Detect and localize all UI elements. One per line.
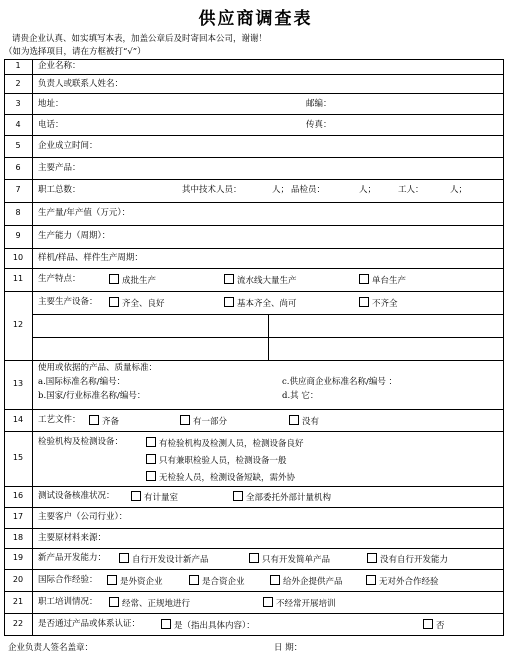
row-number: 12 [12, 320, 24, 329]
inspection-good-option[interactable] [146, 437, 304, 450]
checkbox[interactable] [109, 297, 119, 307]
row-number: 9 [15, 231, 21, 240]
docs-partial-option[interactable] [180, 415, 227, 428]
row-number: 11 [12, 274, 24, 283]
option-label: 无检验人员，检测设备短缺，需外协 [159, 473, 296, 483]
row-number: 17 [12, 512, 24, 521]
row-divider [4, 202, 504, 203]
inspection-parttime-option[interactable] [146, 454, 287, 467]
checkbox[interactable] [367, 553, 377, 563]
regular-training-option[interactable] [109, 597, 190, 610]
single-unit-option[interactable] [359, 274, 406, 287]
docs-complete-option[interactable] [89, 415, 119, 428]
checkbox[interactable] [270, 575, 280, 585]
checkbox[interactable] [366, 575, 376, 585]
option-label: 只有开发简单产品 [262, 555, 331, 565]
no-rd-option[interactable] [367, 553, 448, 566]
intl-cooperation-label: 国际合作经验： [38, 575, 98, 585]
option-label: 单台生产 [372, 276, 407, 286]
row-number: 3 [15, 99, 21, 108]
contact-name-label: 负责人或联系人姓名： [38, 79, 124, 89]
row-number: 8 [15, 208, 21, 217]
equipment-grid-line [268, 314, 269, 360]
checkbox[interactable] [89, 415, 99, 425]
checkbox[interactable] [146, 471, 156, 481]
tech-staff-label: 其中技术人员： [182, 185, 242, 195]
equipment-complete-option[interactable] [109, 297, 165, 310]
certification-label: 是否通过产品或体系认证： [38, 619, 141, 629]
checkbox[interactable] [224, 297, 234, 307]
option-label: 齐全、良好 [122, 299, 165, 309]
option-label: 有计量室 [144, 493, 179, 503]
equipment-basic-option[interactable] [224, 297, 297, 310]
checkbox[interactable] [289, 415, 299, 425]
row-divider [4, 431, 504, 432]
option-label: 全部委托外部计量机构 [246, 493, 332, 503]
row-number: 19 [12, 553, 24, 562]
option-label: 不经常开展培训 [276, 599, 336, 609]
checkbox[interactable] [146, 437, 156, 447]
postcode-label: 邮编： [306, 99, 332, 109]
option-label: 只有兼职检验人员，检测设备一般 [159, 456, 287, 466]
checkbox[interactable] [109, 274, 119, 284]
row-divider [4, 613, 504, 614]
capacity-label: 生产能力（周期）： [38, 231, 111, 241]
row-divider [4, 591, 504, 592]
checkbox[interactable] [249, 553, 259, 563]
option-label: 流水线大量生产 [237, 276, 297, 286]
row-divider [4, 409, 504, 410]
checkbox[interactable] [107, 575, 117, 585]
checkbox[interactable] [263, 597, 273, 607]
row-number: 7 [15, 185, 21, 194]
production-type-label: 生产特点： [38, 274, 81, 284]
row-number: 18 [12, 533, 24, 542]
certified-no-option[interactable] [423, 619, 445, 632]
row-divider [4, 486, 504, 487]
foreign-enterprise-option[interactable] [107, 575, 163, 588]
row-number: 14 [12, 415, 24, 424]
assembly-line-option[interactable] [224, 274, 297, 287]
checkbox[interactable] [189, 575, 199, 585]
checkbox[interactable] [146, 454, 156, 464]
checkbox[interactable] [233, 491, 243, 501]
own-design-option[interactable] [119, 553, 209, 566]
company-name-label: 企业名称： [38, 61, 81, 71]
checkbox[interactable] [224, 274, 234, 284]
row-number: 16 [12, 491, 24, 500]
standards-label: 使用或依据的产品、质量标准： [38, 363, 158, 373]
phone-label: 电话： [38, 120, 64, 130]
established-date-label: 企业成立时间： [38, 141, 98, 151]
row-number: 5 [15, 141, 21, 150]
main-customers-label: 主要客户（公司行业）： [38, 512, 128, 522]
form-title: 供应商调查表 [198, 9, 313, 29]
equipment-incomplete-option[interactable] [359, 297, 398, 310]
row-divider [4, 157, 504, 158]
signature-label: 企业负责人签名盖章： [8, 643, 94, 653]
row-divider [4, 93, 504, 94]
rd-ability-label: 新产品开发能力： [38, 553, 107, 563]
row-divider [4, 225, 504, 226]
number-column-divider [32, 59, 33, 636]
checkbox[interactable] [359, 274, 369, 284]
process-docs-label: 工艺文件： [38, 415, 81, 425]
row-number: 4 [15, 120, 21, 129]
worker-label: 工人： [398, 185, 424, 195]
address-label: 地址： [38, 99, 64, 109]
option-label: 成批生产 [122, 276, 157, 286]
option-label: 无对外合作经验 [379, 577, 439, 587]
row-number: 21 [12, 597, 24, 606]
row-number: 6 [15, 163, 21, 172]
instruction-note: （如为选择项目，请在方框被打“√”） [4, 47, 146, 57]
option-label: 不齐全 [372, 299, 398, 309]
intro-text: 请贵企业认真、如实填写本表，加盖公章后及时寄回本公司，谢谢！ [12, 34, 268, 44]
option-label: 基本齐全、尚可 [237, 299, 297, 309]
checkbox[interactable] [180, 415, 190, 425]
option-label: 齐备 [102, 417, 120, 427]
row-number: 20 [12, 575, 24, 584]
row-number: 22 [12, 619, 24, 628]
row-divider [4, 548, 504, 549]
date-label: 日 期： [274, 643, 303, 653]
row-divider [4, 507, 504, 508]
checkbox[interactable] [119, 553, 129, 563]
checkbox[interactable] [423, 619, 433, 629]
company-standard-label: c.供应商企业标准名称/编号 ： [282, 377, 398, 387]
checkbox[interactable] [359, 297, 369, 307]
national-standard-label: b.国家/行业标准名称/编号： [38, 391, 146, 401]
option-label: 自行开发设计新产品 [132, 555, 209, 565]
inspection-label: 检验机构及检测设备： [38, 437, 124, 447]
output-value-label: 生产量/年产值（万元）： [38, 208, 131, 218]
inspection-none-option[interactable] [146, 471, 295, 484]
equipment-label: 主要生产设备： [38, 297, 98, 307]
row-divider [4, 291, 504, 292]
raw-materials-label: 主要原材料来源： [38, 533, 107, 543]
staff-total-label: 职工总数： [38, 185, 81, 195]
option-label: 是外资企业 [120, 577, 163, 587]
fax-label: 传真： [306, 120, 332, 130]
row-number: 1 [15, 61, 21, 70]
option-label: 有检验机构及检测人员，检测设备良好 [159, 439, 304, 449]
main-products-label: 主要产品： [38, 163, 81, 173]
unit-label: 人； [272, 185, 290, 195]
row-number: 10 [12, 253, 24, 262]
row-divider [4, 114, 504, 115]
option-label: 有一部分 [193, 417, 228, 427]
row-divider [4, 74, 504, 75]
row-number: 15 [12, 453, 24, 462]
inspector-label: 品检员： [291, 185, 326, 195]
row-divider [4, 135, 504, 136]
option-label: 否 [436, 621, 445, 631]
calibration-label: 测试设备核准状况： [38, 491, 115, 501]
supply-foreign-option[interactable] [270, 575, 343, 588]
option-label: 经常、正规地进行 [122, 599, 191, 609]
unit-label: 人； [450, 185, 468, 195]
sample-cycle-label: 样机/样品、样件生产周期： [38, 253, 143, 263]
row-divider [4, 360, 504, 361]
checkbox[interactable] [131, 491, 141, 501]
row-divider [4, 248, 504, 249]
metrology-room-option[interactable] [131, 491, 178, 504]
row-divider [4, 528, 504, 529]
option-label: 没有自行开发能力 [380, 555, 449, 565]
row-number: 13 [12, 379, 24, 388]
simple-products-option[interactable] [249, 553, 330, 566]
unit-label: 人； [359, 185, 377, 195]
no-cooperation-option[interactable] [366, 575, 439, 588]
row-number: 2 [15, 79, 21, 88]
option-label: 给外企提供产品 [283, 577, 343, 587]
option-label: 是（指出具体内容）： [174, 621, 255, 631]
outsourced-metrology-option[interactable] [233, 491, 331, 504]
row-divider [4, 569, 504, 570]
checkbox[interactable] [109, 597, 119, 607]
training-label: 职工培训情况： [38, 597, 98, 607]
batch-production-option[interactable] [109, 274, 156, 287]
other-standard-label: d.其 它： [282, 391, 319, 401]
checkbox[interactable] [161, 619, 171, 629]
option-label: 是合资企业 [202, 577, 245, 587]
option-label: 没有 [302, 417, 320, 427]
row-divider [4, 268, 504, 269]
joint-venture-option[interactable] [189, 575, 245, 588]
row-divider [4, 179, 504, 180]
certified-yes-option[interactable] [161, 619, 255, 632]
intl-standard-label: a.国际标准名称/编号： [38, 377, 126, 387]
irregular-training-option[interactable] [263, 597, 336, 610]
docs-none-option[interactable] [289, 415, 319, 428]
